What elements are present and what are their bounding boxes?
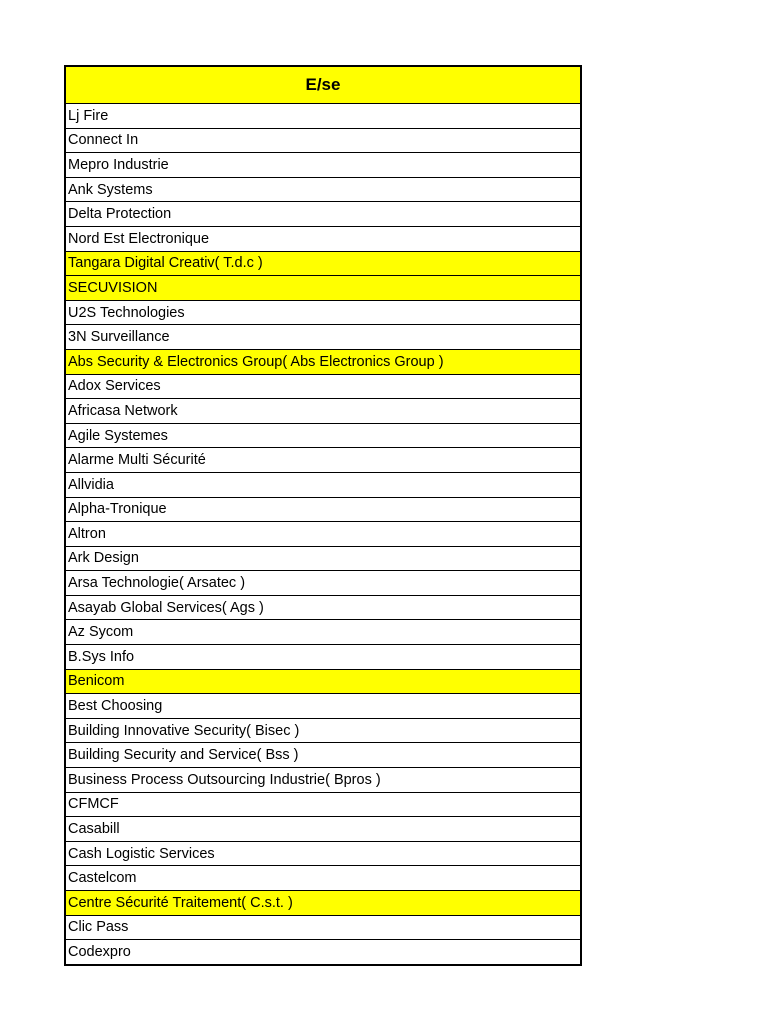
company-name-cell: Altron: [65, 522, 581, 547]
table-row: [65, 325, 581, 350]
table-row: [65, 153, 581, 178]
company-table: [64, 65, 582, 966]
company-name-cell: Connect In: [65, 128, 581, 153]
table-row: [65, 497, 581, 522]
company-name-cell: 3N Surveillance: [65, 325, 581, 350]
company-name-cell: Cash Logistic Services: [65, 841, 581, 866]
company-name-cell: Ank Systems: [65, 177, 581, 202]
table-row: [65, 300, 581, 325]
table-row: [65, 866, 581, 891]
table-row: [65, 374, 581, 399]
table-row: [65, 522, 581, 547]
company-name-cell: Mepro Industrie: [65, 153, 581, 178]
table-body: [65, 104, 581, 965]
company-name-cell: Nord Est Electronique: [65, 226, 581, 251]
table-row: [65, 399, 581, 424]
company-name-cell: CFMCF: [65, 792, 581, 817]
table-row: [65, 177, 581, 202]
table-row: [65, 571, 581, 596]
table-row: [65, 546, 581, 571]
table-row: [65, 841, 581, 866]
company-name-cell: Best Choosing: [65, 694, 581, 719]
table-row: [65, 940, 581, 965]
company-name-cell: Benicom: [65, 669, 581, 694]
table-row: [65, 595, 581, 620]
company-name-cell: Alpha-Tronique: [65, 497, 581, 522]
table-row: [65, 276, 581, 301]
table-row: [65, 743, 581, 768]
company-name-cell: Arsa Technologie( Arsatec ): [65, 571, 581, 596]
company-name-cell: Az Sycom: [65, 620, 581, 645]
company-name-cell: Castelcom: [65, 866, 581, 891]
company-name-cell: Clic Pass: [65, 915, 581, 940]
company-name-cell: SECUVISION: [65, 276, 581, 301]
company-name-cell: Tangara Digital Creativ( T.d.c ): [65, 251, 581, 276]
table-row: [65, 202, 581, 227]
company-name-cell: U2S Technologies: [65, 300, 581, 325]
table-row: [65, 472, 581, 497]
table-row: [65, 718, 581, 743]
company-name-cell: Alarme Multi Sécurité: [65, 448, 581, 473]
table-row: [65, 104, 581, 129]
company-name-cell: Abs Security & Electronics Group( Abs Electronics Group ): [65, 349, 581, 374]
header-row: [65, 66, 581, 104]
table-row: [65, 768, 581, 793]
company-name-cell: Asayab Global Services( Ags ): [65, 595, 581, 620]
company-name-cell: Ark Design: [65, 546, 581, 571]
company-name-cell: Lj Fire: [65, 104, 581, 129]
table-row: [65, 620, 581, 645]
table-row: [65, 423, 581, 448]
table-row: [65, 817, 581, 842]
table-row: [65, 226, 581, 251]
table-row: [65, 694, 581, 719]
company-name-cell: Agile Systemes: [65, 423, 581, 448]
company-name-cell: Building Innovative Security( Bisec ): [65, 718, 581, 743]
column-header: E/se: [65, 66, 581, 104]
company-name-cell: Business Process Outsourcing Industrie( Bpros ): [65, 768, 581, 793]
company-name-cell: B.Sys Info: [65, 645, 581, 670]
company-name-cell: Building Security and Service( Bss ): [65, 743, 581, 768]
table-row: [65, 448, 581, 473]
table-row: [65, 251, 581, 276]
table-row: [65, 645, 581, 670]
company-name-cell: Allvidia: [65, 472, 581, 497]
company-name-cell: Centre Sécurité Traitement( C.s.t. ): [65, 891, 581, 916]
table-row: [65, 792, 581, 817]
table-row: [65, 891, 581, 916]
company-name-cell: Casabill: [65, 817, 581, 842]
table-row: [65, 128, 581, 153]
company-name-cell: Codexpro: [65, 940, 581, 965]
company-name-cell: Africasa Network: [65, 399, 581, 424]
company-name-cell: Delta Protection: [65, 202, 581, 227]
table-row: [65, 915, 581, 940]
table-row: [65, 669, 581, 694]
table-row: [65, 349, 581, 374]
company-name-cell: Adox Services: [65, 374, 581, 399]
